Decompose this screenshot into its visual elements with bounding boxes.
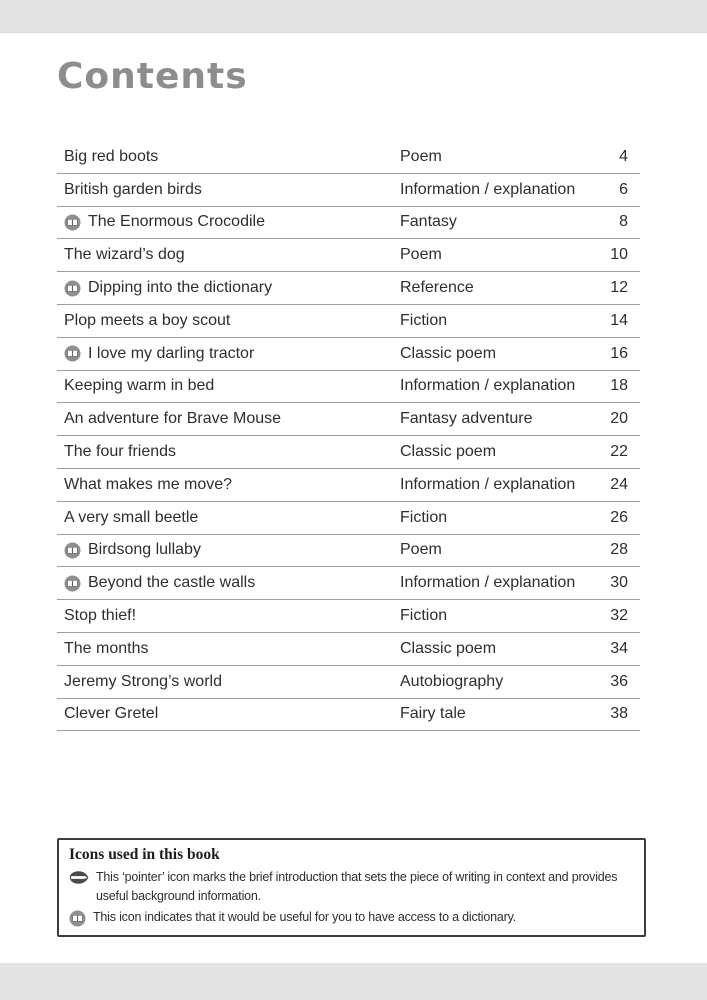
table-row	[57, 469, 640, 502]
toc-entry-title: The months	[64, 639, 149, 657]
icons-legend-list	[69, 868, 632, 927]
toc-entry-genre: Fiction	[400, 508, 448, 526]
toc-title-cell	[64, 312, 400, 330]
dictionary-icon	[64, 345, 81, 362]
table-row	[57, 338, 640, 371]
toc-title-cell	[64, 213, 400, 231]
toc-title-cell	[64, 410, 400, 428]
table-row	[57, 403, 640, 436]
toc-entry-genre: Information / explanation	[400, 377, 576, 395]
toc-entry-title: The Enormous Crocodile	[88, 213, 265, 231]
toc-entry-page: 26	[610, 508, 628, 526]
toc-entry-genre: Classic poem	[400, 443, 497, 461]
toc-entry-page: 10	[610, 246, 628, 264]
toc-title-cell	[64, 345, 400, 363]
bottom-margin-bar	[0, 963, 707, 1000]
toc-entry-page: 4	[619, 147, 628, 165]
toc-entry-title: The wizard’s dog	[64, 246, 185, 264]
toc-title-cell	[64, 377, 400, 395]
toc-entry-title: A very small beetle	[64, 508, 199, 526]
toc-title-cell	[64, 541, 400, 559]
table-row	[57, 436, 640, 469]
toc-entry-title: Big red boots	[64, 147, 159, 165]
toc-entry-genre: Fiction	[400, 607, 448, 625]
toc-entry-page: 22	[610, 443, 628, 461]
toc-entry-page: 16	[610, 344, 628, 362]
toc-entry-genre: Information / explanation	[400, 475, 576, 493]
toc-entry-title: British garden birds	[64, 180, 202, 198]
toc-title-cell	[64, 443, 400, 461]
toc-entry-title: Dipping into the dictionary	[88, 279, 273, 297]
toc-entry-genre: Poem	[400, 541, 442, 559]
table-row	[57, 272, 640, 305]
toc-title-cell	[64, 509, 400, 527]
legend-heading: Icons used in this book	[69, 846, 220, 863]
toc-entry-page: 24	[610, 475, 628, 493]
toc-title-cell	[64, 246, 400, 264]
toc-entry-genre: Fiction	[400, 311, 448, 329]
table-row	[57, 666, 640, 699]
table-row	[57, 535, 640, 568]
toc-entry-genre: Information / explanation	[400, 574, 576, 592]
toc-title-cell	[64, 640, 400, 658]
toc-entry-genre: Poem	[400, 147, 442, 165]
toc-entry-title: Keeping warm in bed	[64, 377, 215, 395]
toc-entry-title: An adventure for Brave Mouse	[64, 410, 282, 428]
toc-title-cell	[64, 607, 400, 625]
top-margin-bar	[0, 0, 707, 33]
dictionary-icon	[64, 542, 81, 559]
toc-entry-title: Stop thief!	[64, 607, 137, 625]
dictionary-icon	[64, 575, 81, 592]
toc-entry-genre: Reference	[400, 279, 474, 297]
icons-legend-box	[57, 838, 646, 937]
table-row	[57, 567, 640, 600]
dictionary-icon	[69, 910, 86, 927]
toc-title-cell	[64, 574, 400, 592]
toc-title-cell	[64, 476, 400, 494]
toc-entry-page: 20	[610, 410, 628, 428]
table-row	[57, 502, 640, 535]
toc-title-cell	[64, 181, 400, 199]
table-row	[57, 141, 640, 174]
toc-entry-page: 8	[619, 213, 628, 231]
legend-item	[69, 868, 632, 906]
toc-entry-page: 32	[610, 607, 628, 625]
toc-entry-title: The four friends	[64, 443, 177, 461]
toc-entry-page: 28	[610, 541, 628, 559]
dictionary-icon	[64, 214, 81, 231]
toc-title-cell	[64, 673, 400, 691]
toc-entry-title: Jeremy Strong’s world	[64, 672, 222, 690]
table-row	[57, 207, 640, 240]
toc-entry-page: 30	[610, 574, 628, 592]
toc-entry-title: I love my darling tractor	[88, 344, 255, 362]
toc-entry-page: 34	[610, 639, 628, 657]
toc-entry-page: 36	[610, 672, 628, 690]
table-row	[57, 600, 640, 633]
toc-entry-genre: Classic poem	[400, 344, 497, 362]
toc-entry-title: Plop meets a boy scout	[64, 311, 231, 329]
table-row	[57, 633, 640, 666]
toc-entry-genre: Information / explanation	[400, 180, 576, 198]
toc-entry-genre: Classic poem	[400, 639, 497, 657]
toc-entry-title: Birdsong lullaby	[88, 541, 201, 559]
toc-entry-genre: Autobiography	[400, 672, 504, 690]
legend-item	[69, 908, 632, 927]
toc-entry-genre: Fantasy	[400, 213, 457, 231]
toc-entry-page: 6	[619, 180, 628, 198]
toc-entry-title: Clever Gretel	[64, 705, 159, 723]
table-row	[57, 305, 640, 338]
dictionary-icon	[64, 280, 81, 297]
toc-entry-genre: Fairy tale	[400, 705, 466, 723]
toc-entry-page: 12	[610, 279, 628, 297]
legend-item-text: This icon indicates that it would be useful for you to have access to a dictionary.	[93, 909, 516, 924]
table-row	[57, 239, 640, 272]
table-row	[57, 699, 640, 732]
page-title: Contents	[57, 56, 248, 97]
toc-entry-page: 38	[610, 705, 628, 723]
legend-item-text: This ‘pointer’ icon marks the brief introduction that sets the piece of writing in context and provides useful background information.	[96, 870, 618, 903]
toc-entry-page: 14	[610, 311, 628, 329]
toc-title-cell	[64, 279, 400, 297]
toc-entry-genre: Fantasy adventure	[400, 410, 533, 428]
toc-entry-genre: Poem	[400, 246, 442, 264]
table-row	[57, 371, 640, 404]
contents-table	[57, 141, 640, 731]
toc-title-cell	[64, 705, 400, 723]
toc-title-cell	[64, 148, 400, 166]
pointer-icon	[69, 870, 89, 885]
toc-entry-title: What makes me move?	[64, 475, 233, 493]
toc-entry-page: 18	[610, 377, 628, 395]
toc-entry-title: Beyond the castle walls	[88, 574, 256, 592]
table-row	[57, 174, 640, 207]
